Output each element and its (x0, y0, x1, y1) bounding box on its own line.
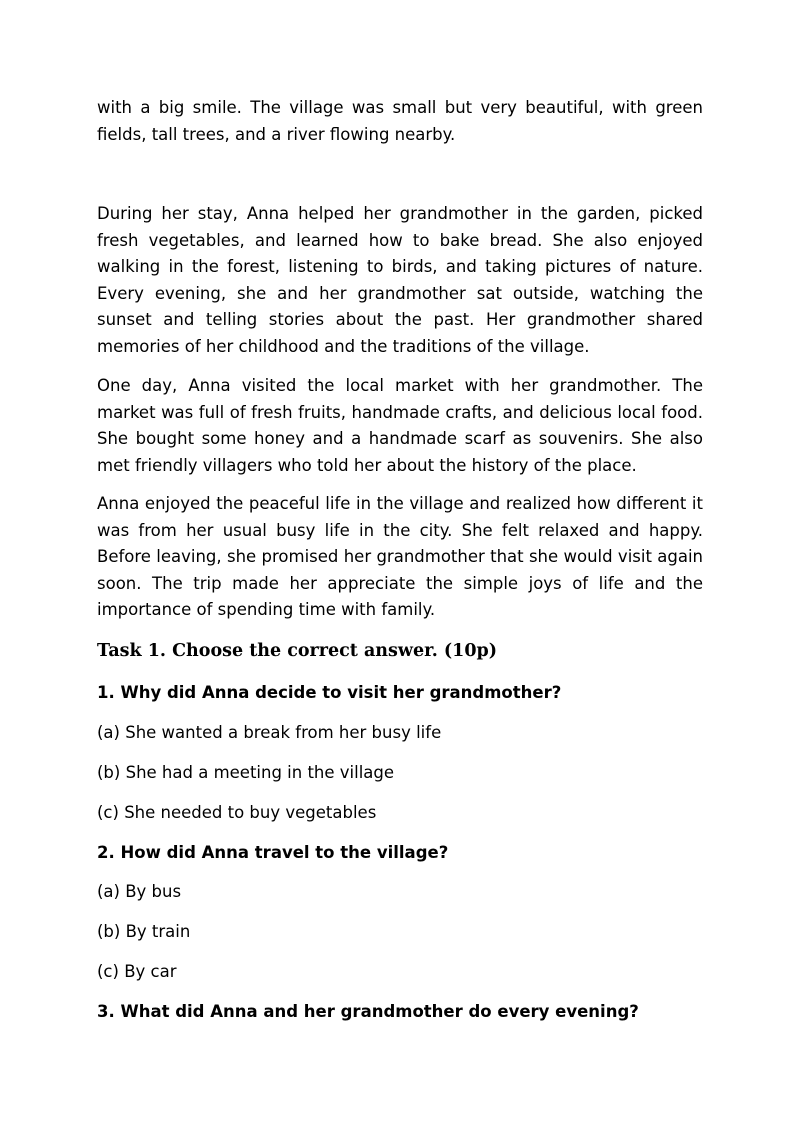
task-title: Task 1. Choose the correct answer. (10p) (97, 641, 498, 661)
story-paragraph-1: with a big smile. The village was small but very beautiful, with green fields, tall trees, and a river flowing nearby. (97, 98, 703, 144)
question-2-option-b: (b) By train (97, 922, 191, 941)
question-1-option-a: (a) She wanted a break from her busy life (97, 723, 442, 742)
question-1-option-b: (b) She had a meeting in the village (97, 763, 395, 782)
question-2-option-a: (a) By bus (97, 882, 182, 901)
question-2-option-c: (c) By car (97, 962, 177, 981)
question-1: 1. Why did Anna decide to visit her grandmother? (97, 683, 562, 702)
story-paragraph-2: During her stay, Anna helped her grandmother in the garden, picked fresh vegetables, and learned how to bake bread. She also enjoyed walking in the forest, listening to birds, and taking pictures of nature. Every evening, she and her grandmother sat outside, watching the sunset and telling stories about the past. Her grandmother shared memories of her childhood and the traditions of the village. (97, 204, 703, 356)
story-paragraph-4: Anna enjoyed the peaceful life in the village and realized how different it was from her usual busy life in the city. She felt relaxed and happy. Before leaving, she promised her grandmother that she would visit again soon. The trip made her appreciate the simple joys of life and the importance of spending time with family. (97, 494, 703, 619)
question-2: 2. How did Anna travel to the village? (97, 843, 449, 862)
question-3: 3. What did Anna and her grandmother do every evening? (97, 1002, 639, 1021)
story-paragraph-3: One day, Anna visited the local market with her grandmother. The market was full of fresh fruits, handmade crafts, and delicious local food. She bought some honey and a handmade scarf as souvenirs. She also met friendly villagers who told her about the history of the place. (97, 376, 703, 475)
question-1-option-c: (c) She needed to buy vegetables (97, 803, 377, 822)
